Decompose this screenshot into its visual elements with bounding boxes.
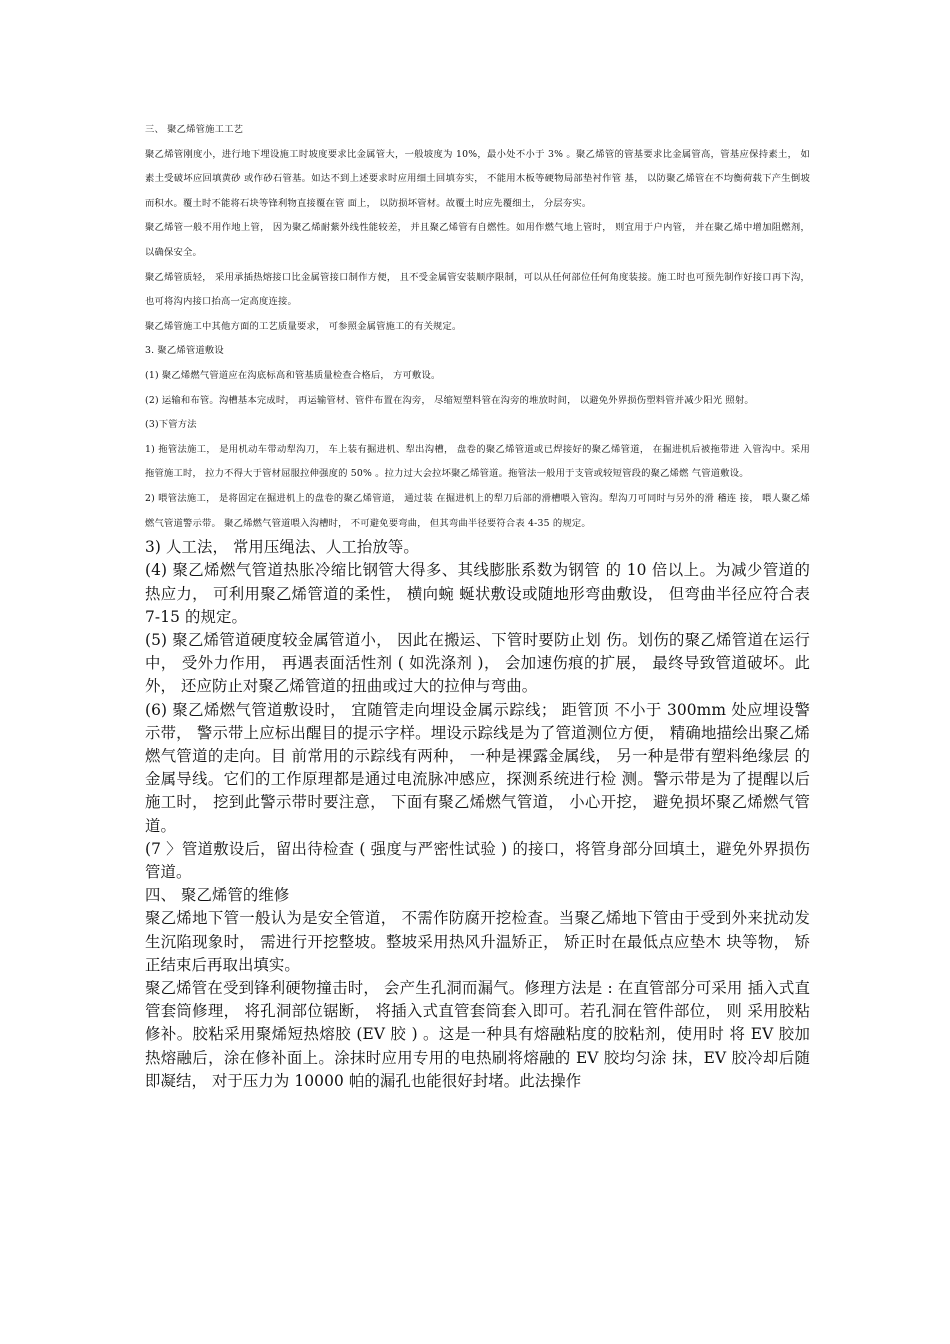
paragraph-towing-method: 1) 拖管法施工， 是用机动车带动犁沟刀， 车上装有掘进机、犁出沟槽， 盘卷的聚乙烯管道或已焊接好的聚乙烯管道， 在掘进机后被拖带进 入管沟中。采用拖管施工时， 拉力不得大于管材屈服拉伸强度的 50% 。拉力过大会拉坏聚乙烯管道。拖管法一般用于支管或较短管段的聚乙烯燃 气管道敷设。: [145, 443, 810, 480]
paragraph-maintenance-settlement: 聚乙烯地下管一般认为是安全管道， 不需作防腐开挖检查。当聚乙烯地下管由于受到外来扰动发生沉陷现象时， 需进行开挖整坡。整坡采用热风升温矫正， 矫正时在最低点应垫木 块等物， 矫正结束后再取出填实。: [145, 909, 810, 974]
paragraph-feeding-method: 2) 喂管法施工， 是将固定在掘进机上的盘卷的聚乙烯管道， 通过装 在掘进机上的犁刀后部的滑槽喂入管沟。犁沟刀可同时与另外的滑 稽连 接， 喂人聚乙烯燃气管道警示带。 聚乙烯燃气管道喂入沟槽时， 不可避免要弯曲， 但其弯曲半径要符合表 4-35 的规定。: [145, 492, 810, 529]
paragraph-other-requirements: 聚乙烯管施工中其他方面的工艺质量要求， 可参照金属管施工的有关规定。: [145, 320, 462, 332]
small-text-section: [145, 118, 810, 536]
section-heading-maintenance: 四、 聚乙烯管的维修: [145, 886, 290, 905]
paragraph-item-4: (4) 聚乙烯燃气管道热胀冷缩比钢管大得多、其线膨胀系数为钢管 的 10 倍以上。为减少管道的热应力， 可利用聚乙烯管道的柔性， 横向蜿 蜒状敷设或随地形弯曲敷设， 但弯曲半径应符合表 7-15 的规定。: [145, 561, 810, 626]
paragraph-slope-requirements: 聚乙烯管刚度小，进行地下埋设施工时坡度要求比金属管大，一般坡度为 10%，最小处不小于 3% 。聚乙烯管的管基要求比金属管高，管基应保持素土， 如素土受破坏应回填黄砂 或作砂石管基。如达不到上述要求时应用细土回填夯实， 不能用木板等硬物局部垫衬作管 基， 以防聚乙烯管在不均衡荷载下产生倒坡而积水。覆土时不能将石块等锋利物直接覆在管 面上， 以防损坏管材。故覆土时应先覆细土， 分层夯实。: [145, 148, 810, 209]
paragraph-item-5: (5) 聚乙烯管道硬度较金属管道小， 因此在搬运、下管时要防止划 伤。划伤的聚乙烯管道在运行中， 受外力作用， 再遇表面活性剂 ( 如洗涤剂 )， 会加速伤痕的扩展， 最终导致管道破坏。此外， 还应防止对聚乙烯管道的扭曲或过大的拉伸与弯曲。: [145, 630, 810, 696]
paragraph-manual-method: 3) 人工法， 常用压绳法、人工抬放等。: [145, 538, 419, 557]
paragraph-above-ground: 聚乙烯管一般不用作地上管， 因为聚乙烯耐紫外线性能较差， 并且聚乙烯管有自燃性。如用作燃气地上管时， 则宜用于户内管， 并在聚乙烯中增加阻燃剂， 以确保安全。: [145, 222, 810, 258]
section-heading-construction: 三、 聚乙烯管施工工艺: [145, 124, 244, 135]
document-page: [145, 118, 810, 1093]
subheading-lowering-methods: (3)下管方法: [145, 419, 197, 431]
paragraph-joints: 聚乙烯管质轻， 采用承插热熔接口比金属管接口制作方便， 且不受金属管安装顺序限制，可以从任何部位任何角度装接。施工时也可预先制作好接口再下沟， 也可将沟内接口抬高一定高度连接。: [145, 271, 810, 308]
paragraph-item-1: (1) 聚乙烯燃气管道应在沟底标高和管基质量检查合格后， 方可敷设。: [145, 369, 441, 381]
paragraph-maintenance-repair: 聚乙烯管在受到锋利硬物撞击时， 会产生孔洞而漏气。修理方法是 : 在直管部分可采用 插入式直管套筒修理， 将孔洞部位锯断， 将插入式直管套筒套入即可。若孔洞在管件部位， 则 采用胶粘修补。胶粘采用聚烯短热熔胶 (EV 胶 ) 。这是一种具有熔融粘度的胶粘剂，使用时 将 EV 胶加热熔融后，涂在修补面上。涂抹时应用专用的电热刷将熔融的 EV 胶均匀涂 抹，EV 胶冷却后随即凝结， 对于压力为 10000 帕的漏孔也能很好封堵。此法操作: [145, 978, 810, 1090]
large-text-section: [145, 536, 810, 1093]
paragraph-item-2: (2) 运输和布管。沟槽基本完成时， 再运输管材、管件布置在沟旁， 尽缩短塑料管在沟旁的堆放时间， 以避免外界损伤塑料管并减少阳光 照射。: [145, 394, 754, 406]
paragraph-item-6: (6) 聚乙烯燃气管道敷设时， 宜随管走向埋设金属示踪线； 距管顶 不小于 300mm 处应埋设警示带， 警示带上应标出醒目的提示字样。埋设示踪线是为了管道测位方便， 精确地描绘出聚乙烯燃气管道的走向。目 前常用的示踪线有两种， 一种是裸露金属线， 另一种是带有塑料绝缘层 的金属导线。它们的工作原理都是通过电流脉冲感应，探测系统进行检 测。警示带是为了提醒以后施工时， 挖到此警示带时要注意， 下面有聚乙烯燃气管道， 小心开挖， 避免损坏聚乙烯燃气管道。: [145, 700, 810, 835]
paragraph-item-7: (7 〉管道敷设后，留出待检查 ( 强度与严密性试验 ) 的接口，将管身部分回填土，避免外界损伤管道。: [145, 839, 810, 881]
subheading-laying: 3. 聚乙烯管道敷设: [145, 345, 224, 357]
